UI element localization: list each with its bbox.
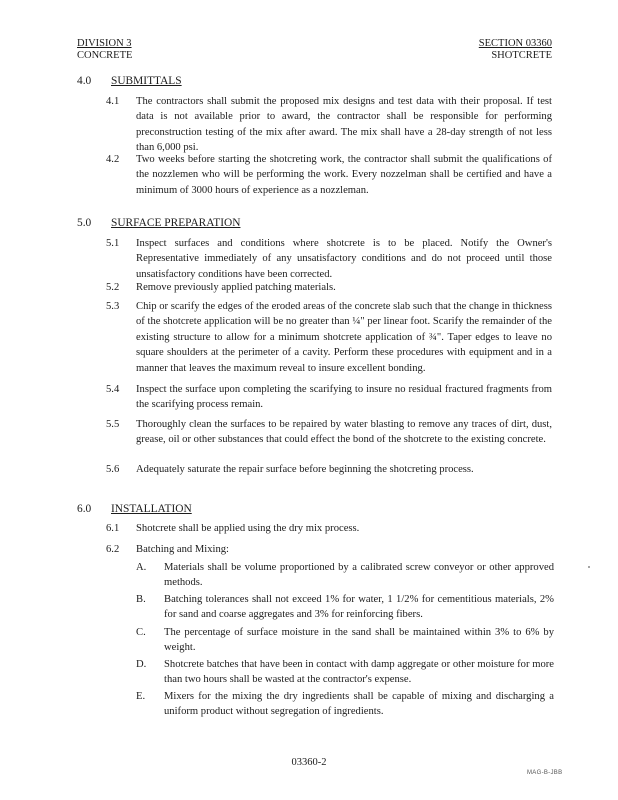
document-stamp: MAG-B-JBB (527, 770, 563, 776)
item-number: 4.1 (106, 96, 120, 107)
list-item (106, 521, 552, 537)
list-item (106, 280, 552, 296)
item-text: Two weeks before starting the shotcreting work, the contractor shall submit the qualifications of the nozzlemen who will be performing the work. Every nozzelman shall be certified and have a minimum of 3000 hours of experience as a nozzleman. (136, 154, 552, 196)
item-text: Chip or scarify the edges of the eroded areas of the concrete slab such that the change in thickness of the shotcrete application will be no greater than ¼" per linear foot. Scarify the remainder of the existing structure to allow for a minimum shotcrete application of ¾". Taper edges to leave no square shoulders at the perimeter of a cavity. Perform these procedures with equipment and in a manner that leaves the maximum reveal to insure excellent bonding. (136, 301, 552, 374)
item-number: 5.2 (106, 282, 120, 293)
sub-item (136, 625, 554, 657)
item-text: The contractors shall submit the proposed mix designs and test data with their proposal. If test data is not available prior to award, the contractor shall be responsible for performing preconstruction testing of the mix after award. The mix shall have a 28-day strength of not less than 6,000 psi. (136, 96, 552, 154)
section-title: SUBMITTALS (111, 75, 182, 87)
item-text: Inspect the surface upon completing the scarifying to insure no residual fractured fragments from the scarifying process remain. (136, 384, 552, 411)
section-name: SHOTCRETE (491, 50, 552, 61)
sub-item-text: Materials shall be volume proportioned by a calibrated screw conveyor or other approved methods. (164, 562, 554, 589)
item-number: 5.4 (106, 384, 120, 395)
section-number: 6.0 (77, 503, 92, 515)
sub-item-letter: C. (136, 627, 146, 638)
item-number: 4.2 (106, 154, 120, 165)
list-item (106, 152, 552, 200)
item-number: 5.6 (106, 464, 120, 475)
item-number: 5.3 (106, 301, 120, 312)
item-number: 5.5 (106, 419, 120, 430)
section-title: INSTALLATION (111, 503, 192, 515)
header-right (479, 38, 552, 62)
sub-item-letter: D. (136, 659, 147, 670)
item-text: Batching and Mixing: (136, 544, 229, 555)
list-item (106, 417, 552, 465)
list-item (106, 382, 552, 414)
item-text: Thoroughly clean the surfaces to be repaired by water blasting to remove any traces of dirt, dust, grease, oil or other substances that could effect the bond of the shotcrete to the existing concrete. (136, 419, 552, 446)
sub-item-letter: E. (136, 691, 146, 702)
section-number: 5.0 (77, 217, 92, 229)
item-number: 5.1 (106, 238, 120, 249)
item-text: Remove previously applied patching materials. (136, 282, 336, 293)
scan-speck (588, 566, 590, 568)
item-number: 6.2 (106, 544, 120, 555)
item-text: Shotcrete shall be applied using the dry mix process. (136, 523, 360, 534)
list-item (106, 236, 552, 284)
item-number: 6.1 (106, 523, 120, 534)
item-text: Adequately saturate the repair surface before beginning the shotcreting process. (136, 464, 474, 475)
division-name: CONCRETE (77, 50, 133, 61)
sub-item-text: Shotcrete batches that have been in contact with damp aggregate or other moisture for more than two hours shall be wasted at the contractor's expense. (164, 659, 554, 686)
sub-item (136, 689, 554, 721)
section-label: SECTION 03360 (478, 38, 552, 49)
list-item (106, 542, 552, 558)
division-label: DIVISION 3 (77, 38, 132, 49)
sub-item (136, 592, 554, 624)
sub-item-text: Mixers for the mixing the dry ingredients shall be capable of mixing and discharging a uniform product without segregation of ingredients. (164, 691, 554, 718)
sub-item-letter: A. (136, 562, 147, 573)
header-left (77, 38, 132, 62)
section-title: SURFACE PREPARATION (111, 217, 241, 229)
list-item (106, 299, 552, 379)
item-text: Inspect surfaces and conditions where shotcrete is to be placed. Notify the Owner's Representative immediately of any unsatisfactory conditions and do not proceed until those unsatisfactory conditions have been corrected. (136, 238, 552, 280)
sub-item (136, 560, 554, 592)
page-number: 03360-2 (291, 757, 327, 768)
sub-item-text: The percentage of surface moisture in the sand shall be maintained within 3% to 6% by weight. (164, 627, 554, 654)
sub-item-letter: B. (136, 594, 146, 605)
list-item (106, 462, 552, 478)
list-item (106, 94, 552, 156)
sub-item-text: Batching tolerances shall not exceed 1% for water, 1 1/2% for cementitious materials, 2% for sand and coarse aggregates and 3% for reinforcing fibers. (164, 594, 554, 621)
sub-item (136, 657, 554, 689)
section-number: 4.0 (77, 75, 92, 87)
